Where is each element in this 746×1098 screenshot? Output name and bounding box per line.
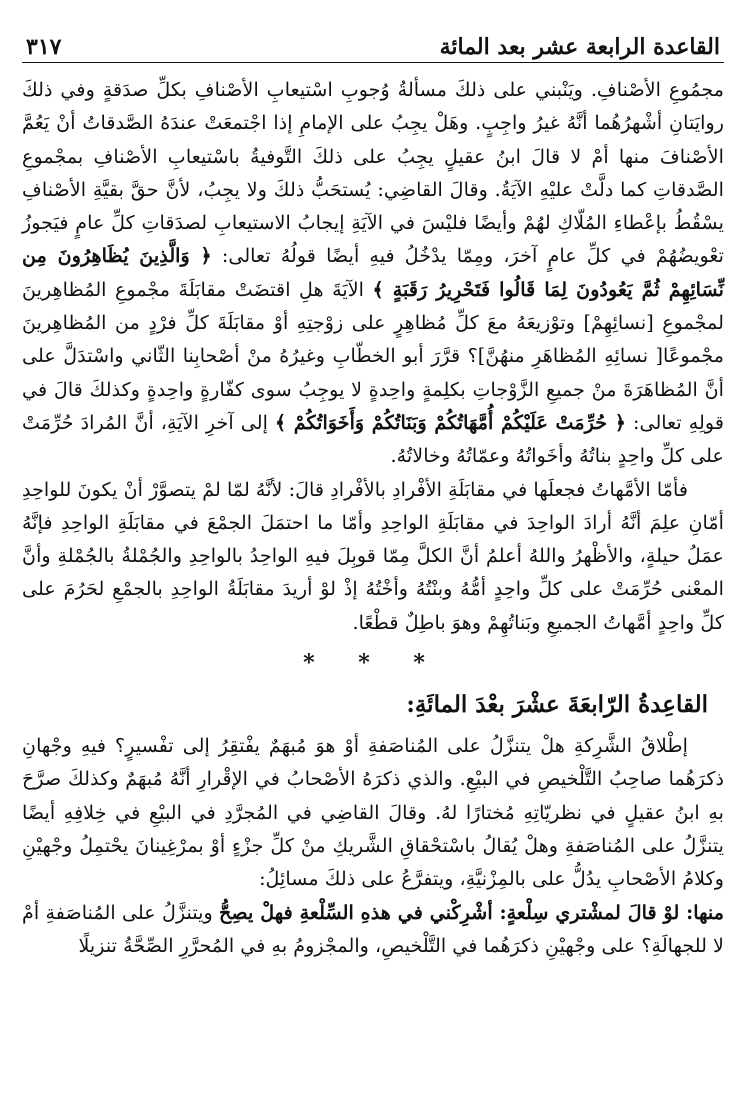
paragraph-2: فأمّا الأمَّهاتُ فجعلَها في مقابَلَةِ الأفْرادِ بالأفْرادِ قالَ: لأنَّهُ لمّا لمْ يتصوَّرْ أنْ يكونَ للواحِدِ أمّانِ علِمَ أنَّهُ أرادَ الواحِدَ في مقابَلَةِ الواحِدِ وأمّا ما احتمَلَ الجمْعَ في مقابَلَةِ الواحِدِ فإنَّهُ عمَلُ حيلةٍ، والأظْهرُ واللهُ أعلمُ أنَّ الكلَّ مِمّا قوبِلَ فيهِ الواحِدُ بالواحِدِ والجُمْلةُ بالجُمْلةِ وأنَّ المعْنى حُرِّمَتْ على كلِّ واحِدٍ أمُّهُ وبنْتُهُ وأخْتُهُ إذْ لوْ أريدَ مقابَلَةُ الواحِدِ بالجمْعِ لحَرُمَ على كلِّ واحِدٍ أمَّهاتُ الجميعِ وبَناتُهِمْ وهوَ باطِلٌ قطْعًا. — [22, 477, 724, 634]
paragraph-4 — [22, 896, 724, 963]
section-heading: القاعِدةُ الرّابعَةَ عشْرَ بعْدَ المائَةِ: — [406, 691, 708, 719]
paragraph-1-continuation: الآيَةَ هلِ اقتضَتْ مقابَلَةَ مجْموعِ المُظاهِرينَ لمجْموعِ [نسائِهِمْ] وتوْزيعَهُ معَ كلِّ مُظاهِرٍ على زوْجتِهِ أوْ مقابَلَةَ كلِّ فرْدٍ من المُظاهِرينَ مجْموعًا[ نسائِهِ المُظاهَرِ منهُنَّ]؟ قرَّرَ أبو الخطّابِ وغيرُهُ منْ أصْحابِنا الثّاني واسْتدَلَّ على أنَّ المُظاهَرَةَ منْ جميعِ الزَّوْجاتِ بكلِمةٍ واحِدةٍ لا يوجِبُ سوى كفّارةٍ واحِدةٍ وكذلكَ قالَ في قولِهِ تعالى: — [22, 277, 724, 434]
paragraph-4-lead: منها: لوْ قالَ لمشْتري سِلْعةٍ: أشْرِكْني في هذهِ السِّلْعةِ فهلْ يصِحُّ — [219, 900, 724, 924]
page-number: ٣١٧ — [26, 34, 62, 60]
quran-verse-prohibited: ﴿ حُرِّمَتْ عَلَيْكُمْ أُمَّهَاتُكُمْ وَبَنَاتُكُمْ وَأَخَوَاتُكُمْ ﴾ — [274, 410, 626, 434]
section-body — [22, 729, 724, 962]
paragraph-3: إطْلاقُ الشَّرِكةِ هلْ يتنزَّلُ على المُناصَفةِ أوْ هوَ مُبهَمٌ يفْتقِرُ إلى تفْسيرٍ؟ فيهِ وجْهانِ ذكرَهُما صاحِبُ التَّلْخيصِ في البيْعِ. والذي ذكرَهُ الأصْحابُ في الإقْرارِ أنَّهُ مُبهَمٌ وكذلكَ صرَّحَ بهِ ابنُ عقيلٍ في نظريّاتِهِ مُختارًا لهُ. وقالَ القاضِي في المُجرَّدِ في البيْعِ في خِلافِهِ أيضًا يتنزَّلُ على المُناصَفةِ وهلْ يُقالُ باسْتحْقاقِ الشَّريكِ منْ كلِّ جزْءٍ أوْ بمرْغِينانَ يحْتمِلُ وجْهيْنِ وكلامُ الأصْحابِ يدُلُّ على بالمِزْنيَّةِ، ويتفرَّعُ على ذلكَ مسائِلُ: — [22, 734, 724, 891]
book-page — [22, 20, 724, 1080]
paragraph-1 — [22, 73, 724, 473]
paragraph-4-text: ويتنزَّلُ على المُناصَفةِ أمْ لا للجهالَةِ؟ على وجْهيْنِ ذكرَهُما في التَّلْخيصِ، والمجْزومُ بهِ في المُحرَّرِ الصِّحَّةُ تنزيلًا — [22, 900, 724, 957]
paragraph-1-text: مجمُوعِ الأصْنافِ. ويَنْبني على ذلكَ مسألةُ وُجوبِ اسْتيعابِ الأصْنافِ بكلِّ صدَقةٍ وفي ذلكَ روايَتانِ أشْهرُهُما أنَّهُ غيرُ واجِبٍ. وهَلْ يجِبُ على الإمامِ إذا اجْتمعَتْ عندَهُ الصَّدقاتُ أنْ يَعُمَّ الأصْنافَ منها أمْ لا قالَ ابنُ عقيلٍ يجِبُ على ذلكَ التَّوفيةُ باسْتيعابِ الأصْنافِ بمجْموعِ الصَّدقاتِ كما دلَّتْ عليْهِ الآيَةُ. وقالَ القاضِي: يُستحَبُّ ذلكَ ولا يجِبُ، لأنَّ حقَّ بقيَّةِ الأصْنافِ يسْقُطُ بإعْطاءِ المُلّاكِ لهُمْ وأيضًا فليْسَ في الآيَةِ إيجابُ الاستيعابِ لصدَقاتِ كلِّ عامٍ فيَجوزُ تعْويضُهُمْ في كلِّ عامٍ آخرَ، ومِمّا يدْخُلُ فيهِ أيضًا قولُهُ تعالى: — [22, 78, 724, 268]
main-text — [22, 73, 724, 639]
paragraph-1-end: إلى آخرِ الآيَةِ، أنَّ المُرادَ حُرِّمَتْ على كلِّ واحِدٍ بناتُهُ وأخَواتُهُ وعمّاتُهُ وخالاتُهُ. — [22, 410, 724, 468]
quran-verse-zihar: ﴿ وَالَّذِينَ يُظَاهِرُونَ مِن نِّسَائِهِمْ ثُمَّ يَعُودُونَ لِمَا قَالُوا فَتَحْرِيرُ رَقَبَةٍ ﴾ — [22, 244, 724, 301]
running-header — [22, 20, 724, 63]
running-title: القاعدة الرابعة عشر بعد المائة — [439, 34, 720, 60]
section-separator: * * * — [303, 650, 443, 677]
